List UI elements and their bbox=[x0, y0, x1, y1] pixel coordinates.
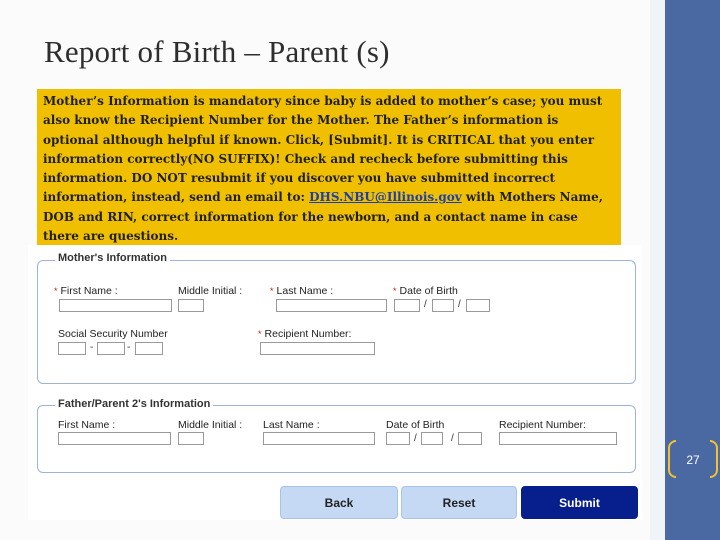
father-last-name-input[interactable] bbox=[263, 432, 375, 445]
mother-information-legend: Mother's Information bbox=[55, 252, 170, 264]
page-number-bracket-left bbox=[668, 440, 676, 478]
father-dob-month-input[interactable] bbox=[386, 432, 410, 445]
required-marker: * bbox=[54, 286, 58, 296]
mother-ssn-part2-input[interactable] bbox=[97, 342, 125, 355]
form-screenshot bbox=[28, 245, 642, 520]
mother-first-name-label: * First Name : bbox=[54, 285, 118, 297]
father-information-legend: Father/Parent 2's Information bbox=[55, 398, 213, 410]
mother-first-name-input[interactable] bbox=[59, 299, 172, 312]
mother-ssn-part1-input[interactable] bbox=[58, 342, 86, 355]
back-button[interactable]: Back bbox=[280, 486, 398, 519]
mother-ssn-part3-input[interactable] bbox=[135, 342, 163, 355]
mother-recipient-number-input[interactable] bbox=[260, 342, 375, 355]
mother-middle-initial-label: Middle Initial : bbox=[178, 285, 243, 297]
instruction-note bbox=[37, 89, 621, 245]
father-last-name-label: Last Name : bbox=[263, 419, 320, 431]
required-marker: * bbox=[270, 286, 274, 296]
required-marker: * bbox=[393, 286, 397, 296]
ssn-separator: - bbox=[127, 342, 131, 353]
father-recipient-number-label: Recipient Number: bbox=[499, 419, 586, 431]
support-email-link[interactable]: DHS.NBU@Illinois.gov bbox=[309, 190, 462, 205]
mother-dob-year-input[interactable] bbox=[466, 299, 490, 312]
mother-information-section bbox=[37, 260, 636, 384]
date-separator: / bbox=[451, 433, 454, 444]
date-separator: / bbox=[424, 299, 427, 310]
submit-button[interactable]: Submit bbox=[521, 486, 638, 519]
note-text-before: Mother’s Information is mandatory since baby is added to mother’s case; you must also know the Recipient Number for the Mother. The Father’s information is optional although helpful if known. Click, [Submit]. It is CRITICAL that you enter information correctly(NO SUFFIX)! Check and recheck before submitting this information. DO NOT resubmit if you discover you have submitted incorrect information, instead, send an email to: bbox=[43, 94, 603, 205]
reset-button[interactable]: Reset bbox=[401, 486, 517, 519]
father-dob-day-input[interactable] bbox=[421, 432, 443, 445]
mother-last-name-input[interactable] bbox=[276, 299, 387, 312]
slide-side-strip bbox=[650, 0, 665, 540]
father-dob-year-input[interactable] bbox=[458, 432, 482, 445]
mother-recipient-number-label: * Recipient Number: bbox=[258, 328, 352, 340]
date-separator: / bbox=[458, 299, 461, 310]
mother-middle-initial-input[interactable] bbox=[178, 299, 204, 312]
father-middle-initial-input[interactable] bbox=[178, 432, 204, 445]
mother-dob-month-input[interactable] bbox=[394, 299, 420, 312]
note-text-after: with Mothers Name, DOB and RIN, correct information for the newborn, and a contact name in case there are questions. bbox=[43, 190, 603, 244]
father-first-name-label: First Name : bbox=[58, 419, 116, 431]
slide-page-number: 27 bbox=[686, 453, 700, 467]
mother-ssn-label: Social Security Number bbox=[58, 328, 168, 340]
required-marker: * bbox=[258, 329, 262, 339]
mother-dob-day-input[interactable] bbox=[432, 299, 454, 312]
slide-title: Report of Birth – Parent (s) bbox=[44, 34, 390, 69]
father-recipient-number-input[interactable] bbox=[499, 432, 617, 445]
mother-last-name-label: * Last Name : bbox=[270, 285, 334, 297]
father-dob-label: Date of Birth bbox=[386, 419, 445, 431]
page-number-bracket-right bbox=[710, 440, 718, 478]
date-separator: / bbox=[414, 433, 417, 444]
mother-dob-label: * Date of Birth bbox=[393, 285, 458, 297]
father-middle-initial-label: Middle Initial : bbox=[178, 419, 243, 431]
ssn-separator: - bbox=[90, 342, 94, 353]
father-first-name-input[interactable] bbox=[58, 432, 171, 445]
